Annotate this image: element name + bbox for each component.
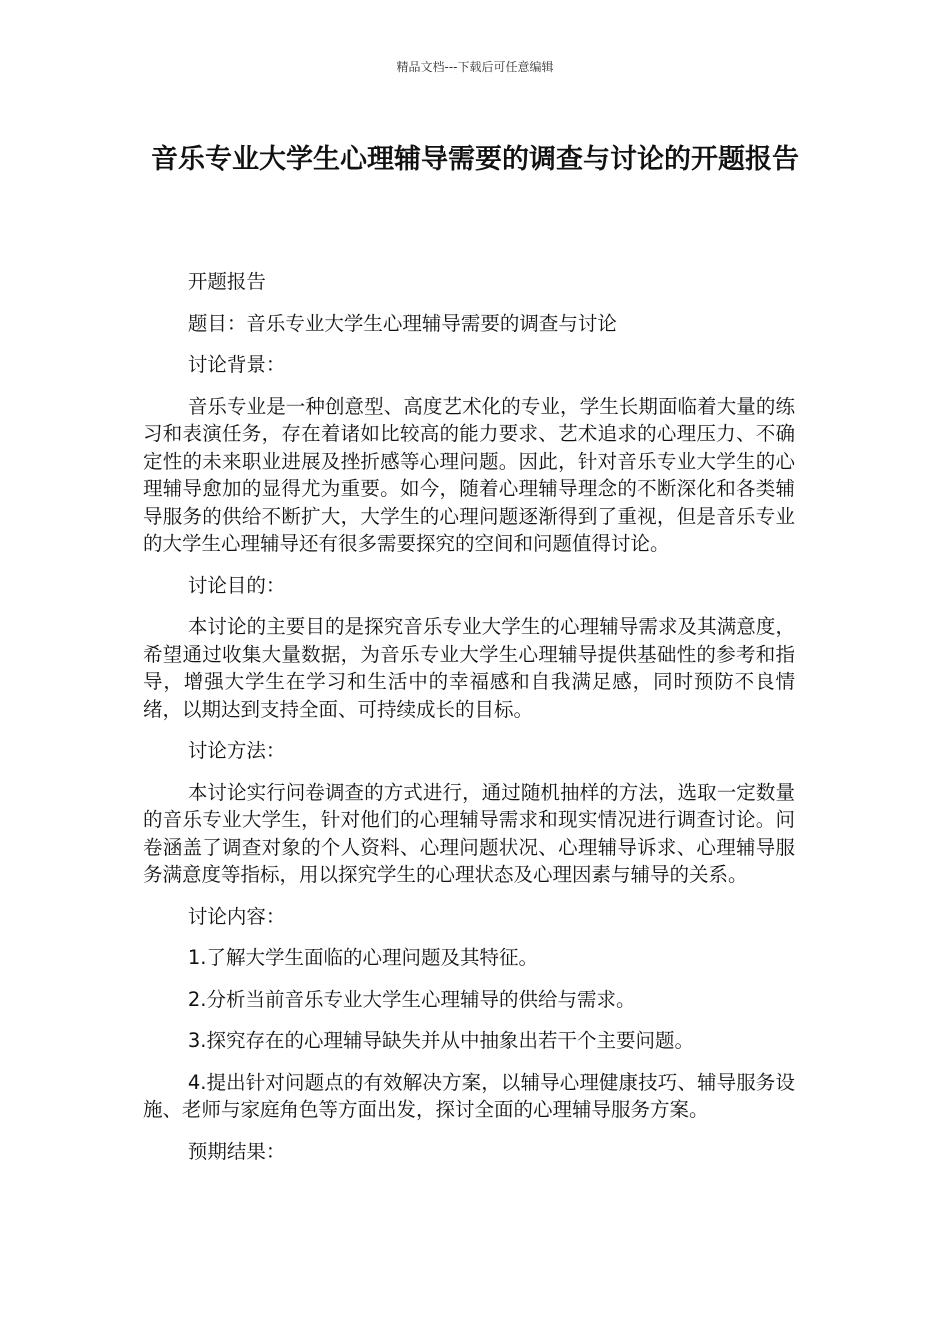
section-heading-content: 讨论内容： — [187, 904, 286, 928]
paragraph-purpose: 本讨论的主要目的是探究音乐专业大学生的心理辅导需求及其满意度，希望通过收集大量数据，为音乐专业大学生心理辅导提供基础性的参考和指导，增强大学生在学习和生活中的幸福感和自我满足感，同时预防不良情绪，以期达到支持全面、可持续成长的目标。 — [143, 615, 795, 721]
document-title: 音乐专业大学生心理辅导需要的调查与讨论的开题报告 — [151, 144, 799, 175]
header-note: 精品文档---下载后可任意编辑 — [396, 60, 554, 74]
content-item-4: 4.提出针对问题点的有效解决方案，以辅导心理健康技巧、辅导服务设施、老师与家庭角色等方面出发，探讨全面的心理辅导服务方案。 — [143, 1070, 795, 1121]
content-item-1: 1.了解大学生面临的心理问题及其特征。 — [187, 946, 538, 969]
content-item-2: 2.分析当前音乐专业大学生心理辅导的供给与需求。 — [187, 987, 636, 1011]
paragraph-method: 本讨论实行问卷调查的方式进行，通过随机抽样的方法，选取一定数量的音乐专业大学生，针对他们的心理辅导需求和现实情况进行调查讨论。问卷涵盖了调查对象的个人资料、心理问题状况、心理辅导诉求、心理辅导服务满意度等指标，用以探究学生的心理状态及心理因素与辅导的关系。 — [143, 780, 795, 886]
paragraph-background: 音乐专业是一种创意型、高度艺术化的专业，学生长期面临着大量的练习和表演任务，存在着诸如比较高的能力要求、艺术追求的心理压力、不确定性的未来职业进展及挫折感等心理问题。因此，针对音乐专业大学生的心理辅导愈加的显得尤为重要。如今，随着心理辅导理念的不断深化和各类辅导服务的供给不断扩大，大学生的心理问题逐渐得到了重视，但是音乐专业的大学生心理辅导还有很多需要探究的空间和问题值得讨论。 — [143, 394, 795, 555]
content-item-3: 3.探究存在的心理辅导缺失并从中抽象出若干个主要问题。 — [187, 1029, 694, 1052]
section-heading-purpose: 讨论目的： — [187, 573, 286, 597]
section-heading-background: 讨论背景： — [187, 353, 286, 376]
section-label-report: 开题报告 — [187, 270, 266, 293]
document-body — [143, 268, 795, 1179]
section-heading-method: 讨论方法： — [187, 739, 286, 762]
topic-line: 题目：音乐专业大学生心理辅导需要的调查与讨论 — [187, 311, 617, 335]
section-heading-expected-results: 预期结果： — [187, 1139, 286, 1163]
